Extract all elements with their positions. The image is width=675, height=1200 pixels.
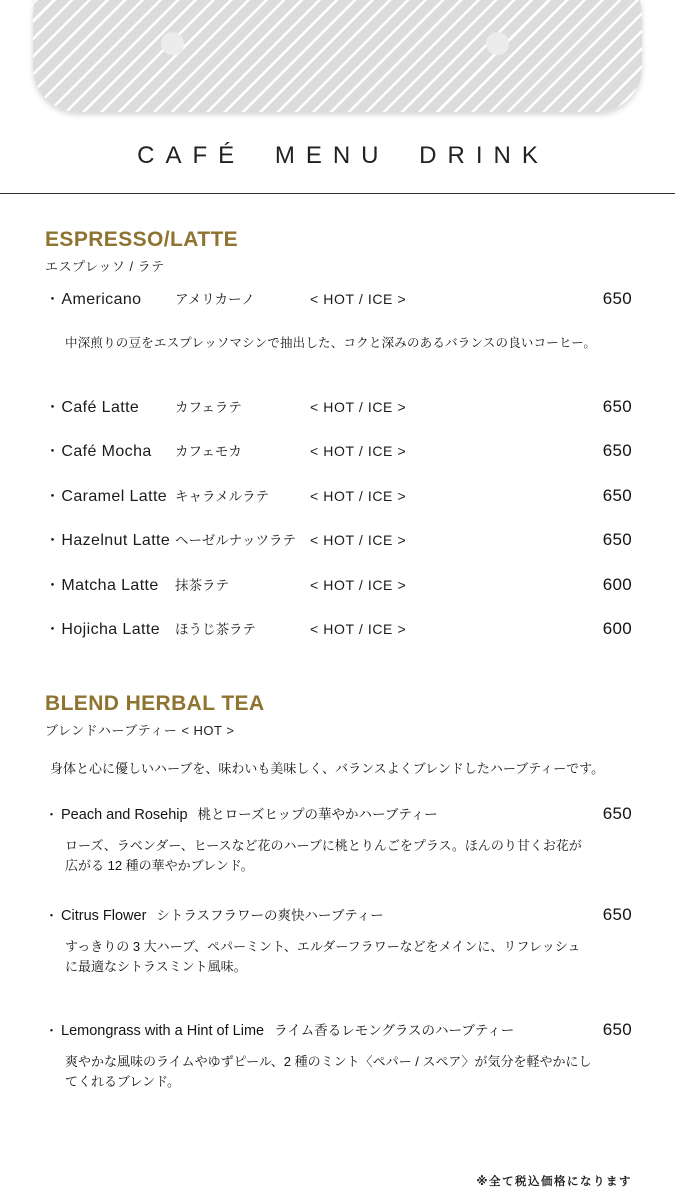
item-serving-option: < HOT / ICE >	[310, 398, 407, 415]
item-name	[45, 577, 175, 595]
tax-included-note: ※全て税込価格になります	[476, 1176, 632, 1188]
item-price: 600	[602, 619, 632, 638]
item-price: 650	[602, 804, 632, 823]
bullet-icon: ・	[45, 398, 61, 416]
item-name	[45, 291, 175, 309]
item-name-jp: カフェラテ	[175, 399, 242, 415]
item-name-jp: シトラスフラワーの爽快ハーブティー	[156, 908, 384, 923]
tea-item-header	[45, 1021, 632, 1040]
menu-item-row-matcha-latte	[45, 576, 632, 595]
bullet-icon: ・	[45, 908, 59, 923]
bullet-icon: ・	[45, 1023, 59, 1038]
item-serving-option: < HOT / ICE >	[310, 291, 407, 307]
item-serving-option: < HOT / ICE >	[310, 621, 407, 637]
herbal-tea-intro-text: 身体と心に優しいハーブを、味わいも美味しく、バランスよくブレンドしたハーブティーです。	[50, 761, 605, 776]
item-name-jp: 桃とローズヒップの華やかハーブティー	[197, 807, 438, 822]
menu-item-row-caramel-latte	[45, 487, 632, 506]
menu-item-lemongrass-lime	[45, 1021, 632, 1091]
item-name-jp: ライム香るレモングラスのハーブティー	[274, 1023, 515, 1038]
item-price: 650	[602, 441, 632, 460]
menu-item-row-hojicha-latte	[45, 620, 632, 639]
menu-item-peach-and-rosehip	[45, 805, 632, 875]
menu-item-row-hazelnut-latte	[45, 531, 632, 550]
item-name-jp: 抹茶ラテ	[175, 577, 229, 593]
item-price: 650	[602, 1020, 632, 1039]
item-name-en: Café Mocha	[61, 443, 152, 460]
item-description: 中深煎りの豆をエスプレッソマシンで抽出した、コクと深みのあるバランスの良いコーヒー。	[65, 335, 597, 350]
page-title: CAFÉ MENU DRINK	[137, 142, 549, 169]
item-serving-option: < HOT / ICE >	[310, 443, 407, 459]
bullet-icon: ・	[45, 576, 61, 594]
item-name	[45, 532, 175, 550]
bullet-icon: ・	[45, 807, 59, 822]
item-name-jp: ほうじ茶ラテ	[175, 622, 256, 637]
item-serving-option: < HOT / ICE >	[310, 532, 407, 548]
bullet-icon: ・	[45, 487, 61, 505]
item-description: 爽やかな風味のライムやゆずピール、2 種のミント〈ペパー / スペア〉が気分を軽やかにしてくれるブレンド。	[65, 1054, 592, 1089]
item-name	[45, 399, 175, 417]
section-heading-espresso-latte: ESPRESSO/LATTE	[45, 228, 239, 251]
item-price: 650	[602, 289, 632, 308]
item-price: 650	[602, 396, 632, 416]
item-name	[45, 443, 175, 461]
bullet-icon: ・	[45, 532, 61, 549]
item-name	[45, 488, 175, 506]
item-name-en: Hojicha Latte	[61, 621, 160, 638]
item-name-jp: カフェモカ	[175, 444, 242, 459]
item-price: 650	[602, 905, 632, 924]
tape-hole-dot	[486, 32, 509, 55]
item-price: 600	[602, 574, 632, 594]
item-name-jp: アメリカーノ	[175, 292, 255, 307]
menu-item-row-cafe-latte	[45, 398, 632, 417]
item-name-jp: キャラメルラテ	[175, 488, 270, 504]
section-subheading-blend-herbal-tea: ブレンドハーブティー < HOT >	[45, 723, 235, 738]
bullet-icon: ・	[45, 443, 61, 460]
menu-item-citrus-flower	[45, 906, 632, 976]
item-name-en: Matcha Latte	[61, 576, 159, 594]
tea-item-header	[45, 906, 632, 925]
item-name	[45, 621, 175, 639]
item-name-en: Caramel Latte	[61, 487, 168, 505]
item-name-en: Hazelnut Latte	[61, 532, 171, 549]
menu-item-row-americano	[45, 290, 632, 309]
item-name-jp: ヘーゼルナッツラテ	[175, 533, 296, 548]
item-name-en: Americano	[61, 291, 142, 308]
item-description: ローズ、ラベンダー、ヒースなど花のハーブに桃とりんごをプラス。ほんのり甘くお花が広がる 12 種の華やかブレンド。	[65, 838, 582, 873]
item-description: すっきりの 3 大ハーブ、ペパーミント、エルダーフラワーなどをメインに、リフレッシュに最適なシトラスミント風味。	[65, 939, 581, 974]
tea-item-header	[45, 805, 632, 824]
item-name-en: Café Latte	[61, 398, 140, 416]
bullet-icon: ・	[45, 291, 61, 308]
item-name	[45, 907, 603, 925]
item-name	[45, 806, 603, 824]
striped-tape-banner	[33, 0, 642, 112]
title-divider	[0, 193, 675, 194]
tape-hole-dot	[161, 32, 184, 55]
menu-item-row-cafe-mocha	[45, 442, 632, 461]
item-name-en: Lemongrass with a Hint of Lime	[61, 1023, 265, 1039]
espresso-item-list	[45, 290, 632, 639]
item-name-en: Citrus Flower	[61, 908, 147, 924]
section-subheading-espresso-latte: エスプレッソ / ラテ	[45, 259, 165, 274]
item-price: 650	[602, 485, 632, 505]
section-heading-blend-herbal-tea: BLEND HERBAL TEA	[45, 692, 265, 715]
item-name	[45, 1022, 603, 1040]
menu-content	[0, 228, 675, 1091]
bullet-icon: ・	[45, 621, 61, 638]
item-name-en: Peach and Rosehip	[61, 807, 188, 823]
item-serving-option: < HOT / ICE >	[310, 487, 407, 504]
item-price: 650	[602, 530, 632, 549]
banner-area	[0, 0, 675, 112]
item-serving-option: < HOT / ICE >	[310, 576, 407, 593]
